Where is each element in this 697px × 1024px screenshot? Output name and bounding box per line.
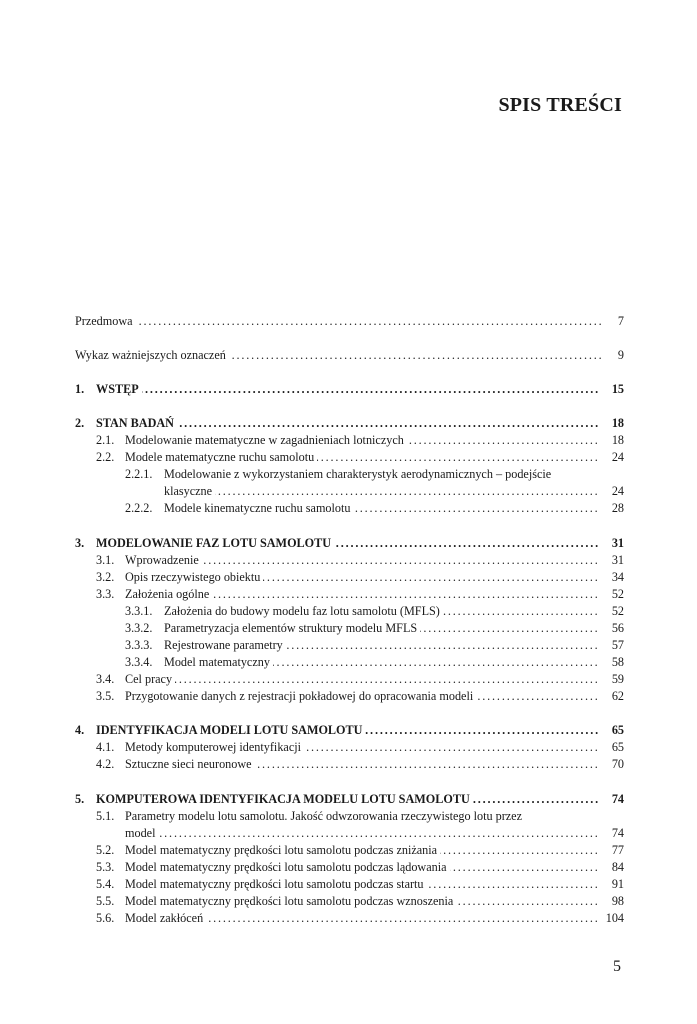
toc-entry-number: 5.6. (96, 911, 115, 925)
toc-entry-page: 24 (611, 450, 624, 464)
toc-entry-page: 74 (611, 792, 624, 806)
toc-entry-text: Model matematyczny prędkości lotu samolotu podczas wznoszenia (125, 894, 456, 908)
toc-entry-number: 3.3. (96, 587, 115, 601)
toc-entry-page: 52 (611, 604, 624, 618)
toc-entry-text: Modele matematyczne ruchu samolotu (125, 450, 317, 464)
toc-entry-text: WSTĘP (96, 382, 142, 396)
toc-entry-text: Założenia do budowy modelu faz lotu samolotu (MFLS) (164, 604, 443, 618)
toc-entry-text: Model matematyczny prędkości lotu samolotu podczas startu (125, 877, 427, 891)
toc-entry-text: Model zakłóceń (125, 911, 206, 925)
toc-entry-number: 2.2.1. (125, 467, 153, 481)
toc-entry-number: 2.1. (96, 433, 115, 447)
toc-entry-text: Sztuczne sieci neuronowe (125, 757, 255, 771)
toc-entry-page: 52 (611, 587, 624, 601)
toc-entry-number: 3.3.1. (125, 604, 153, 618)
toc-subsection-3-3-2[interactable] (0, 620, 697, 637)
toc-entry-page: 59 (611, 672, 624, 686)
toc-entry-page: 65 (611, 740, 624, 754)
toc-chapter-4[interactable] (0, 722, 697, 739)
toc-entry-text: Modele kinematyczne ruchu samolotu (164, 501, 353, 515)
toc-entry-text: STAN BADAŃ (96, 416, 177, 430)
toc-entry-number: 3.1. (96, 553, 115, 567)
toc-entry-text: Wprowadzenie (125, 553, 202, 567)
toc-section-5-3[interactable] (0, 859, 697, 876)
toc-entry-text: KOMPUTEROWA IDENTYFIKACJA MODELU LOTU SAMOLOTU (96, 792, 473, 806)
toc-entry-number: 4.2. (96, 757, 115, 771)
toc-entry-notation[interactable] (0, 347, 697, 364)
toc-entry-number: 2.2.2. (125, 501, 153, 515)
toc-chapter-3[interactable] (0, 535, 697, 552)
toc-entry-text: Model matematyczny prędkości lotu samolotu podczas zniżania (125, 843, 440, 857)
toc-section-2-2[interactable] (0, 449, 697, 466)
toc-entry-number: 4. (75, 723, 85, 737)
toc-entry-number: 3.3.2. (125, 621, 153, 635)
toc-entry-number: 3.4. (96, 672, 115, 686)
toc-entry-text: Cel pracy (125, 672, 175, 686)
toc-entry-number: 2. (75, 416, 85, 430)
toc-section-4-2[interactable] (0, 756, 697, 773)
toc-entry-text-continued: klasyczne (164, 484, 215, 498)
toc-entry-page: 74 (611, 826, 624, 840)
toc-entry-text: Rejestrowane parametry (164, 638, 286, 652)
toc-entry-number: 3.5. (96, 689, 115, 703)
toc-subsection-3-3-4[interactable] (0, 654, 697, 671)
toc-entry-text: Opis rzeczywistego obiektu (125, 570, 263, 584)
toc-entry-text: Modelowanie matematyczne w zagadnieniach lotniczych (125, 433, 407, 447)
toc-entry-text: Założenia ogólne (125, 587, 212, 601)
toc-entry-number: 5.2. (96, 843, 115, 857)
toc-entry-page: 58 (611, 655, 624, 669)
toc-entry-page: 34 (611, 570, 624, 584)
toc-section-5-1-cont[interactable] (0, 825, 697, 842)
toc-entry-number: 1. (75, 382, 85, 396)
toc-subsection-2-2-1-cont[interactable] (0, 483, 697, 500)
toc-entry-number: 5. (75, 792, 85, 806)
toc-entry-text: Przedmowa (75, 314, 136, 328)
toc-entry-text: MODELOWANIE FAZ LOTU SAMOLOTU (96, 536, 334, 550)
toc-entry-page: 24 (611, 484, 624, 498)
toc-entry-page: 18 (611, 433, 624, 447)
toc-entry-number: 5.5. (96, 894, 115, 908)
toc-entry-number: 3.2. (96, 570, 115, 584)
toc-section-4-1[interactable] (0, 739, 697, 756)
toc-section-5-6[interactable] (0, 910, 697, 927)
toc-entry-text: Modelowanie z wykorzystaniem charakterystyk aerodynamicznych – podejście (164, 467, 552, 481)
toc-entry-number: 4.1. (96, 740, 115, 754)
toc-entry-text: Przygotowanie danych z rejestracji pokładowej do opracowania modeli (125, 689, 476, 703)
toc-chapter-2[interactable] (0, 415, 697, 432)
toc-entry-page: 65 (611, 723, 624, 737)
toc-entry-text: Parametry modelu lotu samolotu. Jakość odwzorowania rzeczywistego lotu przez (125, 809, 522, 823)
toc-entry-page: 31 (611, 553, 624, 567)
toc-entry-page: 28 (611, 501, 624, 515)
toc-entry-number: 5.3. (96, 860, 115, 874)
toc-entry-number: 5.4. (96, 877, 115, 891)
toc-entry-page: 70 (611, 757, 624, 771)
toc-entry-number: 2.2. (96, 450, 115, 464)
toc-chapter-5[interactable] (0, 791, 697, 808)
toc-entry-text-continued: model (125, 826, 158, 840)
toc-section-5-2[interactable] (0, 842, 697, 859)
toc-entry-page: 77 (611, 843, 624, 857)
toc-entry-number: 5.1. (96, 809, 115, 823)
toc-section-3-5[interactable] (0, 688, 697, 705)
toc-section-3-3[interactable] (0, 586, 697, 603)
toc-chapter-1[interactable] (0, 381, 697, 398)
toc-section-3-2[interactable] (0, 569, 697, 586)
toc-entry-page: 31 (611, 536, 624, 550)
toc-entry-page: 104 (605, 911, 624, 925)
toc-entry-preface[interactable] (0, 313, 697, 330)
toc-section-5-1[interactable] (0, 808, 697, 825)
toc-entry-page: 9 (617, 348, 624, 362)
toc-entry-page: 98 (611, 894, 624, 908)
toc-section-3-4[interactable] (0, 671, 697, 688)
page-title: SPIS TREŚCI (498, 94, 622, 116)
toc-subsection-2-2-2[interactable] (0, 500, 697, 517)
page-number: 5 (613, 958, 621, 975)
toc-entry-text: Wykaz ważniejszych oznaczeń (75, 348, 229, 362)
toc-entry-page: 91 (611, 877, 624, 891)
toc-entry-page: 84 (611, 860, 624, 874)
toc-entry-text: Model matematyczny prędkości lotu samolotu podczas lądowania (125, 860, 450, 874)
toc-section-5-5[interactable] (0, 893, 697, 910)
toc-entry-number: 3. (75, 536, 85, 550)
toc-section-2-1[interactable] (0, 432, 697, 449)
toc-subsection-2-2-1[interactable] (0, 466, 697, 483)
toc-entry-page: 62 (611, 689, 624, 703)
toc-entry-page: 18 (611, 416, 624, 430)
toc-section-5-4[interactable] (0, 876, 697, 893)
toc-subsection-3-3-1[interactable] (0, 603, 697, 620)
toc-entry-text: Metody komputerowej identyfikacji (125, 740, 304, 754)
toc-section-3-1[interactable] (0, 552, 697, 569)
toc-entry-number: 3.3.3. (125, 638, 153, 652)
toc-entry-page: 56 (611, 621, 624, 635)
toc-entry-text: Model matematyczny (164, 655, 273, 669)
toc-entry-page: 7 (617, 314, 624, 328)
toc-entry-number: 3.3.4. (125, 655, 153, 669)
toc-entry-text: IDENTYFIKACJA MODELI LOTU SAMOLOTU (96, 723, 365, 737)
toc-entry-text: Parametryzacja elementów struktury modelu MFLS (164, 621, 420, 635)
toc-subsection-3-3-3[interactable] (0, 637, 697, 654)
toc-entry-page: 15 (611, 382, 624, 396)
toc-entry-page: 57 (611, 638, 624, 652)
